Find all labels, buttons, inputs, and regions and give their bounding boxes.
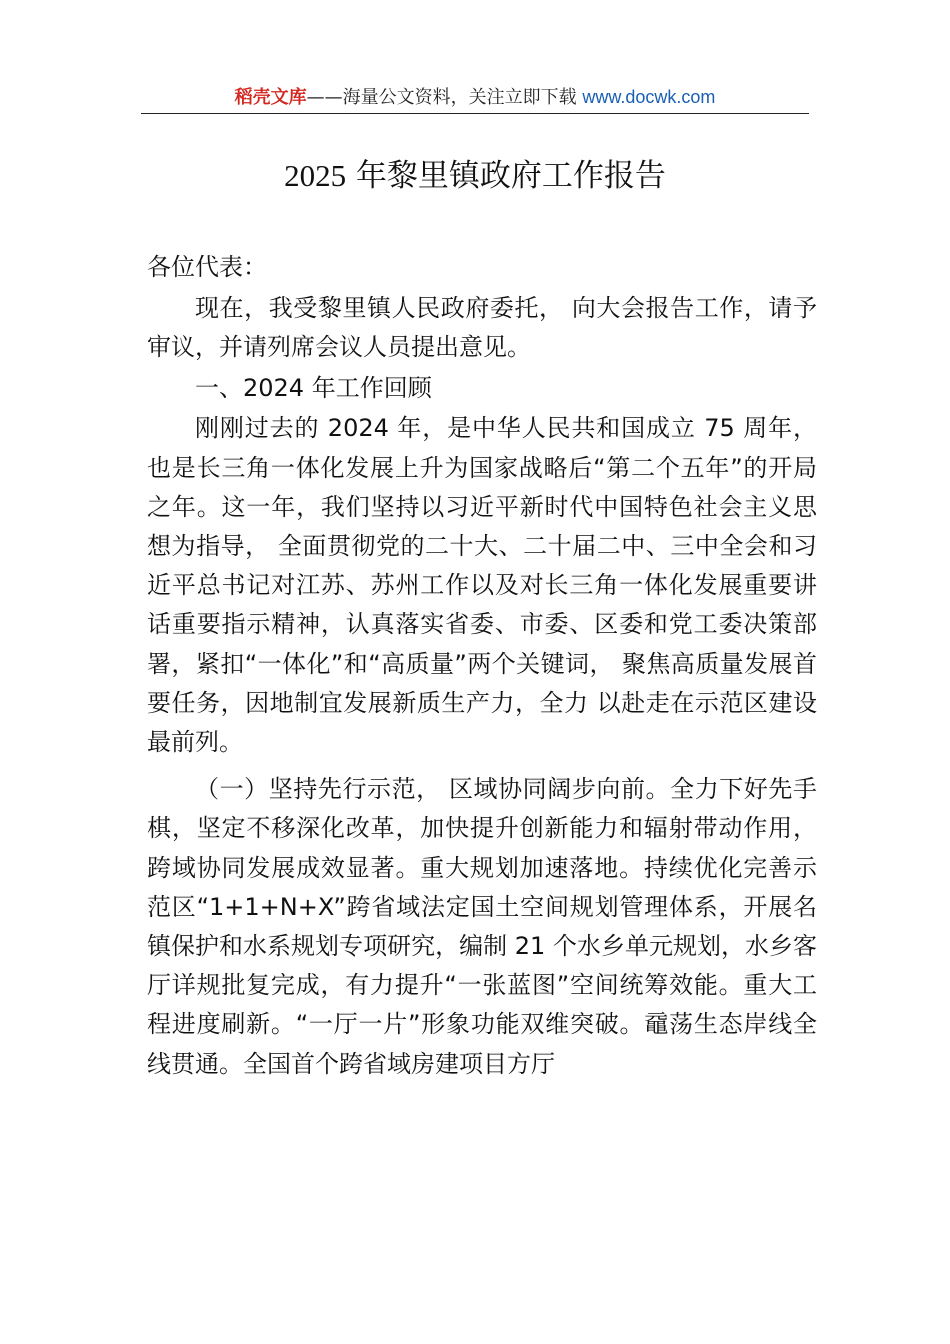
paragraph-section-1: （一）坚持先行示范， 区域协同阔步向前。全力下好先手棋，坚定不移深化改革，加快提升创新能力和辐射带动作用，跨域协同发展成效显著。重大规划加速落地。持续优化完善示范区“1+1+N+X”跨省域法定国土空间规划管理体系，开展名镇保护和水系规划专项研究，编制 21 个水乡单元规划，水乡客厅详规批复完成，有力提升“一张蓝图”空间统筹效能。重大工程进度刷新。“一厅一片”形象功能双维突破。黿荡生态岸线全线贯通。全国首个跨省域房建项目方厅 (147, 775, 817, 1078)
brand-name: 稻壳文库 (234, 87, 307, 108)
title-text: 年黎里镇政府工作报告 (346, 158, 666, 194)
section-heading: 一、2024 年工作回顾 (195, 373, 432, 402)
header-slogan: ——海量公文资料，关注立即下载 (306, 87, 583, 108)
header-divider (141, 113, 809, 114)
paragraph-review: 刚刚过去的 2024 年，是中华人民共和国成立 75 周年，也是长三角一体化发展上升为国家战略后“第二个五年”的开局之年。这一年，我们坚持以习近平新时代中国特色社会主义思想为指导， 全面贯彻党的二十大、二十届二中、三中全会和习近平总书记对江苏、苏州工作以及对长三角一体化发展重要讲话重要指示精神，认真落实省委、市委、区委和党工委决策部署，紧扣“一体化”和“高质量”两个关键词， 聚焦高质量发展首要任务，因地制宜发展新质生产力，全力 以赴走在示范区建设最前列。 (147, 414, 817, 756)
watermark-header (141, 84, 809, 111)
document-body (147, 248, 817, 1084)
document-title (141, 152, 809, 200)
salutation: 各位代表： (147, 253, 267, 281)
title-year: 2025 (284, 158, 347, 193)
site-link[interactable]: www.docwk.com (582, 87, 716, 107)
paragraph-intro: 现在，我受黎里镇人民政府委托， 向大会报告工作，请予审议，并请列席会议人员提出意见。 (147, 293, 817, 361)
